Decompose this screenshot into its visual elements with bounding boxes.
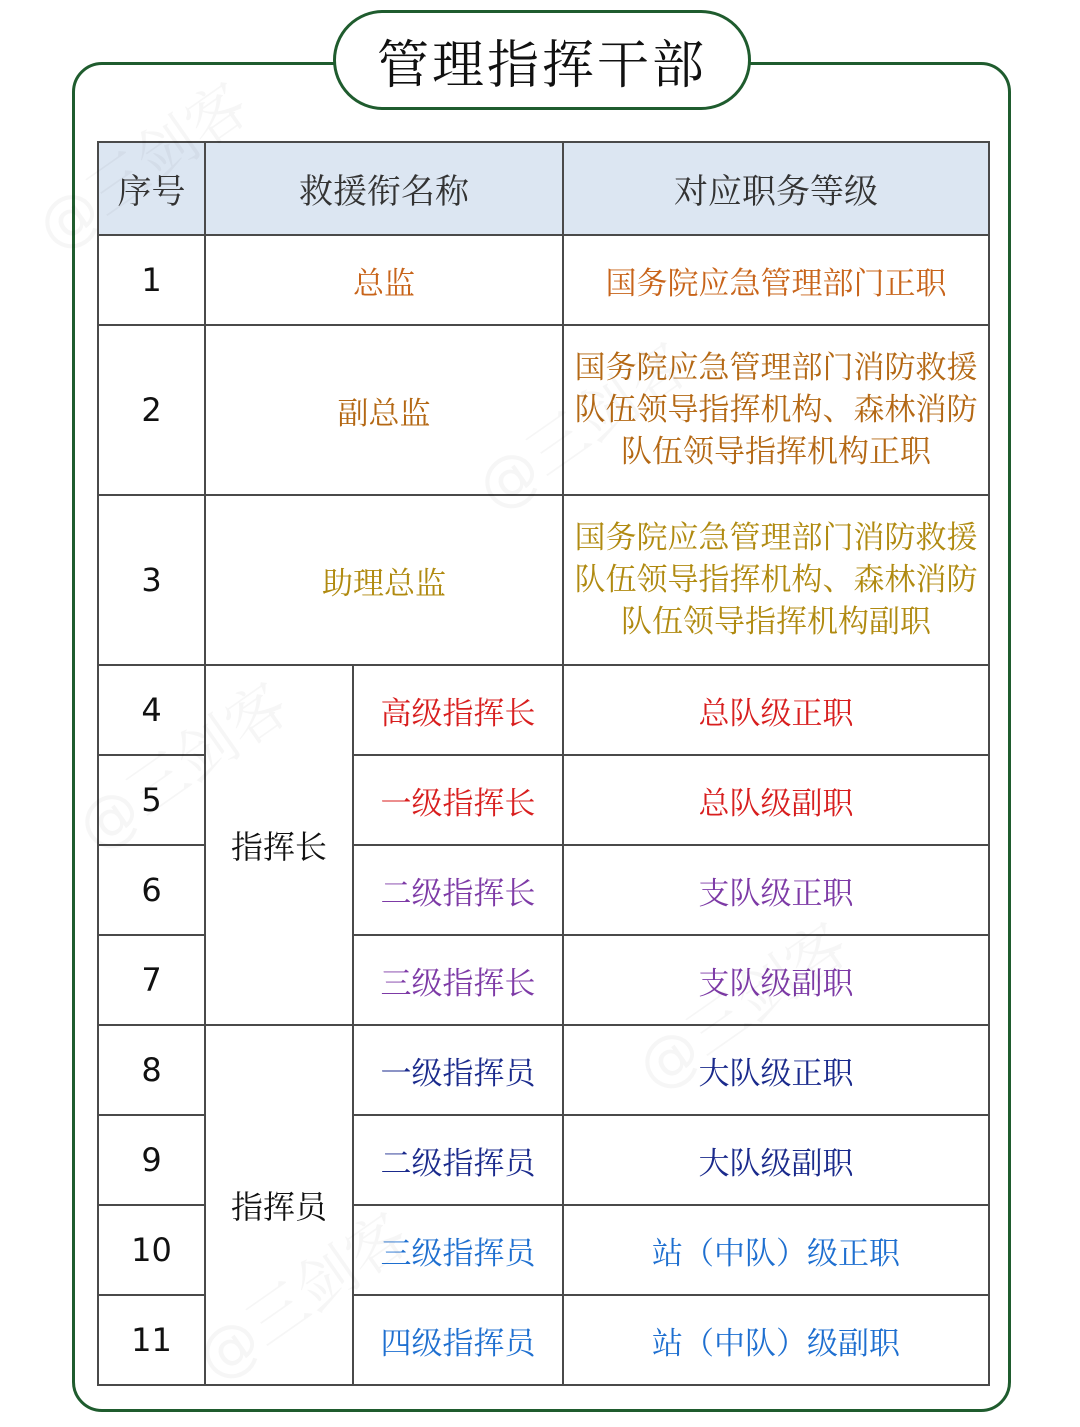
table-row	[98, 495, 989, 665]
rank-name: 高级指挥长	[353, 665, 563, 755]
duty-level: 国务院应急管理部门消防救援队伍领导指挥机构、森林消防队伍领导指挥机构正职	[563, 325, 989, 495]
duty-level: 总队级正职	[563, 665, 989, 755]
row-num: 1	[98, 235, 205, 325]
rank-name: 三级指挥员	[353, 1205, 563, 1295]
group-commander: 指挥员	[205, 1025, 353, 1385]
rank-name: 副总监	[205, 325, 563, 495]
rank-name: 一级指挥长	[353, 755, 563, 845]
row-num: 10	[98, 1205, 205, 1295]
row-num: 5	[98, 755, 205, 845]
rank-name: 二级指挥员	[353, 1115, 563, 1205]
header-duty: 对应职务等级	[563, 142, 989, 235]
duty-level: 国务院应急管理部门消防救援队伍领导指挥机构、森林消防队伍领导指挥机构副职	[563, 495, 989, 665]
rank-name: 三级指挥长	[353, 935, 563, 1025]
row-num: 8	[98, 1025, 205, 1115]
table-row	[98, 665, 989, 755]
duty-level: 大队级副职	[563, 1115, 989, 1205]
duty-level: 支队级副职	[563, 935, 989, 1025]
row-num: 3	[98, 495, 205, 665]
header-rank: 救援衔名称	[205, 142, 563, 235]
duty-level: 大队级正职	[563, 1025, 989, 1115]
table-row	[98, 235, 989, 325]
rank-name: 助理总监	[205, 495, 563, 665]
rank-name: 四级指挥员	[353, 1295, 563, 1385]
row-num: 7	[98, 935, 205, 1025]
table-row	[98, 325, 989, 495]
row-num: 4	[98, 665, 205, 755]
duty-level: 站（中队）级正职	[563, 1205, 989, 1295]
group-commander-long: 指挥长	[205, 665, 353, 1025]
row-num: 6	[98, 845, 205, 935]
rank-name: 二级指挥长	[353, 845, 563, 935]
duty-level: 站（中队）级副职	[563, 1295, 989, 1385]
duty-level: 总队级副职	[563, 755, 989, 845]
rank-table	[97, 141, 990, 1386]
header-num: 序号	[98, 142, 205, 235]
page-title: 管理指挥干部	[333, 10, 751, 110]
duty-level: 国务院应急管理部门正职	[563, 235, 989, 325]
rank-name: 一级指挥员	[353, 1025, 563, 1115]
table-row	[98, 1025, 989, 1115]
row-num: 11	[98, 1295, 205, 1385]
row-num: 9	[98, 1115, 205, 1205]
rank-name: 总监	[205, 235, 563, 325]
duty-level: 支队级正职	[563, 845, 989, 935]
row-num: 2	[98, 325, 205, 495]
